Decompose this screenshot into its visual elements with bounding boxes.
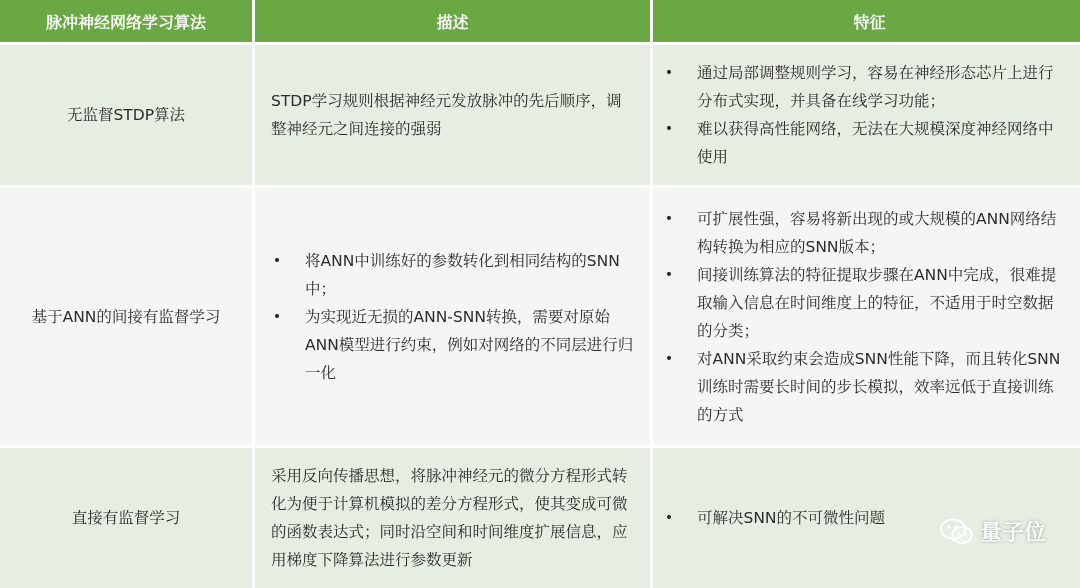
row3-algorithm-cell — [0, 448, 252, 588]
watermark-text: 量子位 — [979, 521, 1046, 546]
row1-description-cell — [255, 45, 650, 185]
row2-description-cell — [255, 188, 650, 445]
feature-text: 可解决SNN的不可微性问题 — [697, 509, 886, 527]
header-description: 描述 — [255, 0, 650, 42]
header-features: 特征 — [653, 0, 1080, 42]
feature-text: 难以获得高性能网络，无法在大规模深度神经网络中使用 — [697, 120, 1054, 166]
row1-features-list — [663, 59, 1068, 171]
feature-text: 可扩展性强，容易将新出现的或大规模的ANN网络结构转换为相应的SNN版本； — [697, 209, 1057, 256]
header-algorithm: 脉冲神经网络学习算法 — [0, 0, 252, 42]
row1-algorithm-cell — [0, 45, 252, 185]
row3-description-text: 采用反向传播思想，将脉冲神经元的微分方程形式转化为便于计算机模拟的差分方程形式，使其变成可微的函数表达式；同时沿空间和时间维度扩展信息，应用梯度下降算法进行参数更新 — [271, 467, 628, 569]
list-item — [271, 303, 636, 387]
list-item — [663, 261, 1068, 345]
list-item — [663, 205, 1068, 261]
feature-text: 通过局部调整规则学习，容易在神经形态芯片上进行分布式实现，并具备在线学习功能； — [697, 64, 1054, 110]
bullet-icon: • — [664, 510, 674, 526]
feature-text: 对ANN采取约束会造成SNN性能下降，而且转化SNN训练时需要长时间的步长模拟，效率远低于直接训练的方式 — [697, 349, 1061, 424]
bullet-icon: • — [664, 350, 674, 367]
wechat-icon — [940, 518, 974, 546]
list-item — [663, 345, 1068, 429]
description-text: 为实现近无损的ANN-SNN转换，需要对原始ANN模型进行约束，例如对网络的不同层进行归一化 — [305, 307, 634, 382]
bullet-icon: • — [664, 266, 674, 283]
feature-text: 间接训练算法的特征提取步骤在ANN中完成，很难提取输入信息在时间维度上的特征，不适用于时空数据的分类； — [697, 265, 1057, 340]
bullet-icon: • — [272, 308, 282, 325]
row2-algorithm-name: 基于ANN的间接有监督学习 — [31, 307, 221, 326]
description-text: 将ANN中训练好的参数转化到相同结构的SNN中； — [305, 251, 620, 298]
list-item — [271, 247, 636, 303]
row2-algorithm-cell — [0, 188, 252, 445]
bullet-icon: • — [272, 252, 282, 269]
list-item — [663, 115, 1068, 171]
row3-algorithm-name: 直接有监督学习 — [71, 509, 181, 527]
bullet-icon: • — [664, 121, 674, 137]
watermark — [940, 516, 1046, 547]
list-item — [663, 59, 1068, 115]
bullet-icon: • — [664, 210, 674, 227]
row3-description-cell — [255, 448, 650, 588]
row1-description-text: STDP学习规则根据神经元发放脉冲的先后顺序，调整神经元之间连接的强弱 — [271, 92, 622, 138]
row1-algorithm-name: 无监督STDP算法 — [66, 106, 186, 124]
row2-description-list — [271, 247, 636, 387]
row2-features-list — [663, 205, 1068, 429]
bullet-icon: • — [664, 65, 674, 81]
row1-features-cell — [653, 45, 1080, 185]
row2-features-cell — [653, 188, 1080, 445]
